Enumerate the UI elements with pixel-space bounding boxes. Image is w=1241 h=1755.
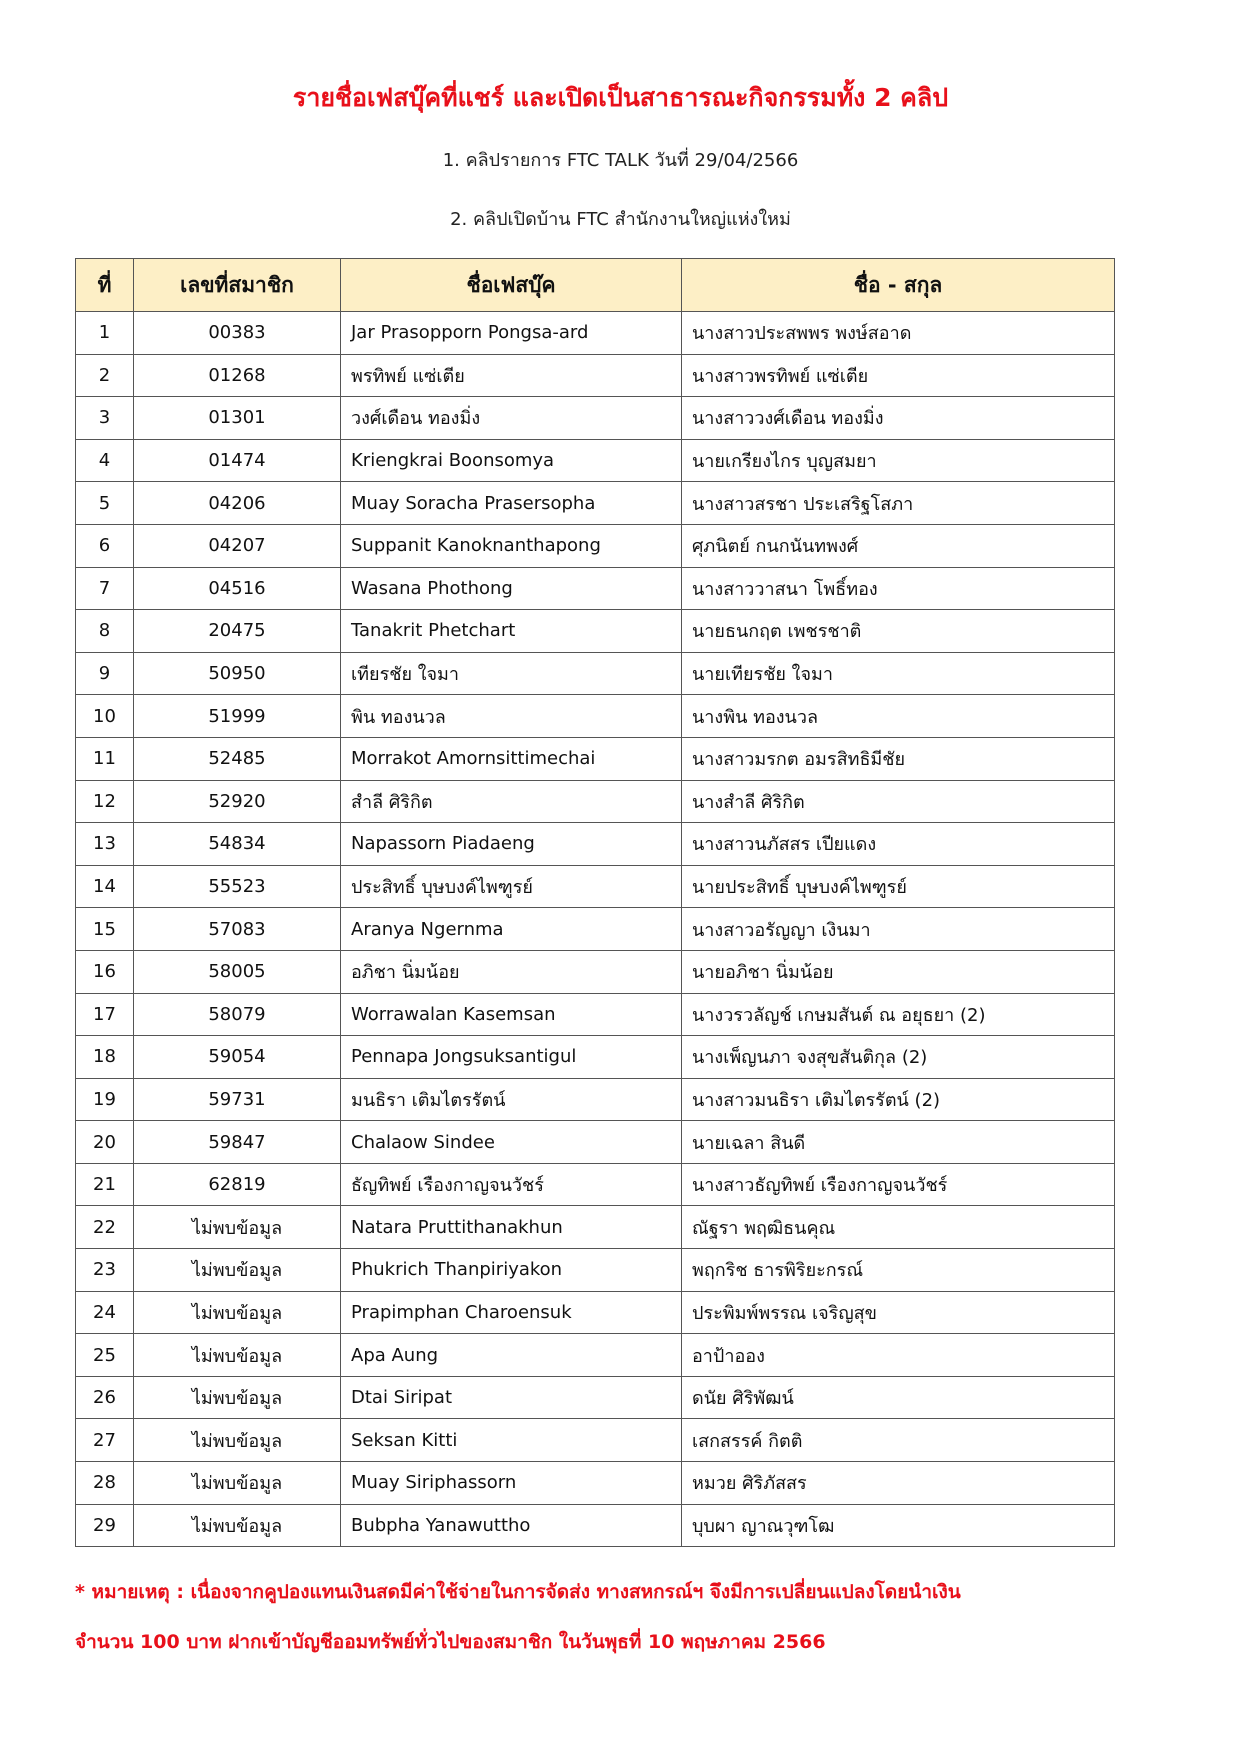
row-index: 7: [76, 567, 134, 610]
row-index: 5: [76, 482, 134, 525]
row-facebook-name: Muay Soracha Prasersopha: [341, 482, 682, 525]
table-row: [76, 567, 1115, 610]
row-member-id: 51999: [134, 695, 341, 738]
row-full-name: นายเฉลา สินดี: [682, 1121, 1115, 1164]
table-row: [76, 312, 1115, 355]
row-index: 18: [76, 1036, 134, 1079]
row-full-name: นางสาวประสพพร พงษ์สอาด: [682, 312, 1115, 355]
row-member-id: 55523: [134, 865, 341, 908]
row-facebook-name: เทียรชัย ใจมา: [341, 652, 682, 695]
row-facebook-name: Bubpha Yanawuttho: [341, 1504, 682, 1547]
row-member-id: 62819: [134, 1163, 341, 1206]
row-facebook-name: Chalaow Sindee: [341, 1121, 682, 1164]
row-full-name: นางสาวมนธิรา เติมไตรรัตน์ (2): [682, 1078, 1115, 1121]
row-index: 28: [76, 1462, 134, 1505]
table-row: [76, 1419, 1115, 1462]
row-full-name: นางสาวนภัสสร เปียแดง: [682, 823, 1115, 866]
row-member-id: ไม่พบข้อมูล: [134, 1419, 341, 1462]
row-index: 14: [76, 865, 134, 908]
header-full-name: ชื่อ - สกุล: [682, 259, 1115, 312]
row-index: 15: [76, 908, 134, 951]
row-member-id: 01301: [134, 397, 341, 440]
row-index: 6: [76, 524, 134, 567]
row-facebook-name: พรทิพย์ แซ่เตีย: [341, 354, 682, 397]
table-row: [76, 823, 1115, 866]
row-member-id: ไม่พบข้อมูล: [134, 1376, 341, 1419]
row-index: 17: [76, 993, 134, 1036]
row-member-id: 01474: [134, 439, 341, 482]
row-full-name: นางสาวสรชา ประเสริฐโสภา: [682, 482, 1115, 525]
row-full-name: นายเกรียงไกร บุญสมยา: [682, 439, 1115, 482]
row-member-id: 04206: [134, 482, 341, 525]
table-row: [76, 482, 1115, 525]
row-full-name: ศุภนิตย์ กนกนันทพงศ์: [682, 524, 1115, 567]
table-row: [76, 354, 1115, 397]
row-index: 10: [76, 695, 134, 738]
row-full-name: นางเพ็ญนภา จงสุขสันติกุล (2): [682, 1036, 1115, 1079]
table-row: [76, 695, 1115, 738]
row-facebook-name: Muay Siriphassorn: [341, 1462, 682, 1505]
row-facebook-name: Tanakrit Phetchart: [341, 610, 682, 653]
row-facebook-name: Aranya Ngernma: [341, 908, 682, 951]
row-full-name: นายประสิทธิ์ บุษบงค์ไพฑูรย์: [682, 865, 1115, 908]
row-member-id: ไม่พบข้อมูล: [134, 1291, 341, 1334]
row-index: 4: [76, 439, 134, 482]
table-row: [76, 439, 1115, 482]
row-full-name: นางวรวลัญช์ เกษมสันต์ ณ อยุธยา (2): [682, 993, 1115, 1036]
table-row: [76, 1462, 1115, 1505]
row-member-id: 58005: [134, 950, 341, 993]
row-facebook-name: มนธิรา เติมไตรรัตน์: [341, 1078, 682, 1121]
row-full-name: ดนัย ศิริพัฒน์: [682, 1376, 1115, 1419]
row-member-id: 01268: [134, 354, 341, 397]
clip-1-caption: 1. คลิปรายการ FTC TALK วันที่ 29/04/2566: [442, 150, 799, 171]
row-index: 20: [76, 1121, 134, 1164]
table-row: [76, 610, 1115, 653]
row-member-id: 59054: [134, 1036, 341, 1079]
row-member-id: 04516: [134, 567, 341, 610]
row-full-name: ประพิมพ์พรรณ เจริญสุข: [682, 1291, 1115, 1334]
row-index: 26: [76, 1376, 134, 1419]
row-index: 3: [76, 397, 134, 440]
row-full-name: นางสำลี ศิริกิต: [682, 780, 1115, 823]
row-facebook-name: อภิชา นิ่มน้อย: [341, 950, 682, 993]
page-title: รายชื่อเฟสบุ๊คที่แชร์ และเปิดเป็นสาธารณะกิจกรรมทั้ง 2 คลิป: [292, 83, 949, 112]
row-member-id: 20475: [134, 610, 341, 653]
row-full-name: นางสาวอรัญญา เงินมา: [682, 908, 1115, 951]
table-row: [76, 950, 1115, 993]
row-member-id: 52920: [134, 780, 341, 823]
table-row: [76, 1291, 1115, 1334]
row-index: 9: [76, 652, 134, 695]
row-full-name: นายเทียรชัย ใจมา: [682, 652, 1115, 695]
header-member-id: เลขที่สมาชิก: [134, 259, 341, 312]
row-full-name: พฤกริช ธารพิริยะกรณ์: [682, 1249, 1115, 1292]
row-facebook-name: สำลี ศิริกิต: [341, 780, 682, 823]
row-full-name: เสกสรรค์ กิตติ: [682, 1419, 1115, 1462]
header-index: ที่: [76, 259, 134, 312]
row-full-name: บุบผา ญาณวุฑโฒ: [682, 1504, 1115, 1547]
table-row: [76, 1078, 1115, 1121]
row-facebook-name: Suppanit Kanoknanthapong: [341, 524, 682, 567]
row-index: 13: [76, 823, 134, 866]
row-full-name: นางสาววงศ์เดือน ทองมิ่ง: [682, 397, 1115, 440]
row-facebook-name: Dtai Siripat: [341, 1376, 682, 1419]
table-row: [76, 737, 1115, 780]
table-row: [76, 1249, 1115, 1292]
row-member-id: ไม่พบข้อมูล: [134, 1249, 341, 1292]
row-index: 21: [76, 1163, 134, 1206]
row-full-name: นางสาวธัญทิพย์ เรืองกาญจนวัชร์: [682, 1163, 1115, 1206]
table-row: [76, 1334, 1115, 1377]
row-facebook-name: Pennapa Jongsuksantigul: [341, 1036, 682, 1079]
row-member-id: 04207: [134, 524, 341, 567]
table-row: [76, 1163, 1115, 1206]
row-facebook-name: Prapimphan Charoensuk: [341, 1291, 682, 1334]
row-full-name: นายอภิชา นิ่มน้อย: [682, 950, 1115, 993]
row-full-name: นางพิน ทองนวล: [682, 695, 1115, 738]
row-facebook-name: Natara Pruttithanakhun: [341, 1206, 682, 1249]
table-row: [76, 652, 1115, 695]
row-full-name: นางสาววาสนา โพธิ์ทอง: [682, 567, 1115, 610]
table-row: [76, 908, 1115, 951]
row-member-id: 58079: [134, 993, 341, 1036]
row-member-id: ไม่พบข้อมูล: [134, 1504, 341, 1547]
row-facebook-name: Napassorn Piadaeng: [341, 823, 682, 866]
row-member-id: ไม่พบข้อมูล: [134, 1334, 341, 1377]
table-header-row: [76, 259, 1115, 312]
row-full-name: หมวย ศิริภัสสร: [682, 1462, 1115, 1505]
row-index: 22: [76, 1206, 134, 1249]
row-index: 16: [76, 950, 134, 993]
row-facebook-name: Kriengkrai Boonsomya: [341, 439, 682, 482]
table-row: [76, 780, 1115, 823]
row-member-id: 52485: [134, 737, 341, 780]
row-full-name: นางสาวพรทิพย์ แซ่เตีย: [682, 354, 1115, 397]
row-facebook-name: Worrawalan Kasemsan: [341, 993, 682, 1036]
row-index: 11: [76, 737, 134, 780]
table-row: [76, 1036, 1115, 1079]
row-index: 23: [76, 1249, 134, 1292]
row-index: 12: [76, 780, 134, 823]
table-row: [76, 1504, 1115, 1547]
row-full-name: อาป้าออง: [682, 1334, 1115, 1377]
row-facebook-name: Morrakot Amornsittimechai: [341, 737, 682, 780]
row-full-name: ณัฐรา พฤฒิธนคุณ: [682, 1206, 1115, 1249]
row-facebook-name: ประสิทธิ์ บุษบงค์ไพฑูรย์: [341, 865, 682, 908]
table-row: [76, 1376, 1115, 1419]
row-member-id: 57083: [134, 908, 341, 951]
row-index: 27: [76, 1419, 134, 1462]
row-member-id: 59847: [134, 1121, 341, 1164]
row-facebook-name: Phukrich Thanpiriyakon: [341, 1249, 682, 1292]
table-row: [76, 1206, 1115, 1249]
row-member-id: ไม่พบข้อมูล: [134, 1206, 341, 1249]
table-row: [76, 993, 1115, 1036]
table-body: [76, 312, 1115, 1547]
row-index: 19: [76, 1078, 134, 1121]
row-member-id: ไม่พบข้อมูล: [134, 1462, 341, 1505]
row-index: 25: [76, 1334, 134, 1377]
table-row: [76, 865, 1115, 908]
member-table: [75, 258, 1115, 1547]
row-facebook-name: พิน ทองนวล: [341, 695, 682, 738]
row-index: 2: [76, 354, 134, 397]
footnote-line-1: * หมายเหตุ : เนื่องจากคูปองแทนเงินสดมีค่าใช้จ่ายในการจัดส่ง ทางสหกรณ์ฯ จึงมีการเปลี่ยนแปลงโดยนำเงิน: [75, 1581, 961, 1603]
row-index: 8: [76, 610, 134, 653]
row-facebook-name: Apa Aung: [341, 1334, 682, 1377]
row-facebook-name: Wasana Phothong: [341, 567, 682, 610]
row-member-id: 54834: [134, 823, 341, 866]
row-member-id: 50950: [134, 652, 341, 695]
row-facebook-name: ธัญทิพย์ เรืองกาญจนวัชร์: [341, 1163, 682, 1206]
footnote-line-2: จำนวน 100 บาท ฝากเข้าบัญชีออมทรัพย์ทั่วไปของสมาชิก ในวันพุธที่ 10 พฤษภาคม 2566: [75, 1631, 826, 1653]
row-index: 29: [76, 1504, 134, 1547]
row-facebook-name: Jar Prasopporn Pongsa-ard: [341, 312, 682, 355]
header-facebook-name: ชื่อเฟสบุ๊ค: [341, 259, 682, 312]
row-index: 24: [76, 1291, 134, 1334]
row-full-name: นางสาวมรกต อมรสิทธิมีชัย: [682, 737, 1115, 780]
table-row: [76, 524, 1115, 567]
row-facebook-name: วงศ์เดือน ทองมิ่ง: [341, 397, 682, 440]
row-member-id: 00383: [134, 312, 341, 355]
clip-2-caption: 2. คลิปเปิดบ้าน FTC สำนักงานใหญ่แห่งใหม่: [450, 209, 791, 230]
table-row: [76, 397, 1115, 440]
row-index: 1: [76, 312, 134, 355]
row-facebook-name: Seksan Kitti: [341, 1419, 682, 1462]
table-row: [76, 1121, 1115, 1164]
row-member-id: 59731: [134, 1078, 341, 1121]
row-full-name: นายธนกฤต เพชรชาติ: [682, 610, 1115, 653]
